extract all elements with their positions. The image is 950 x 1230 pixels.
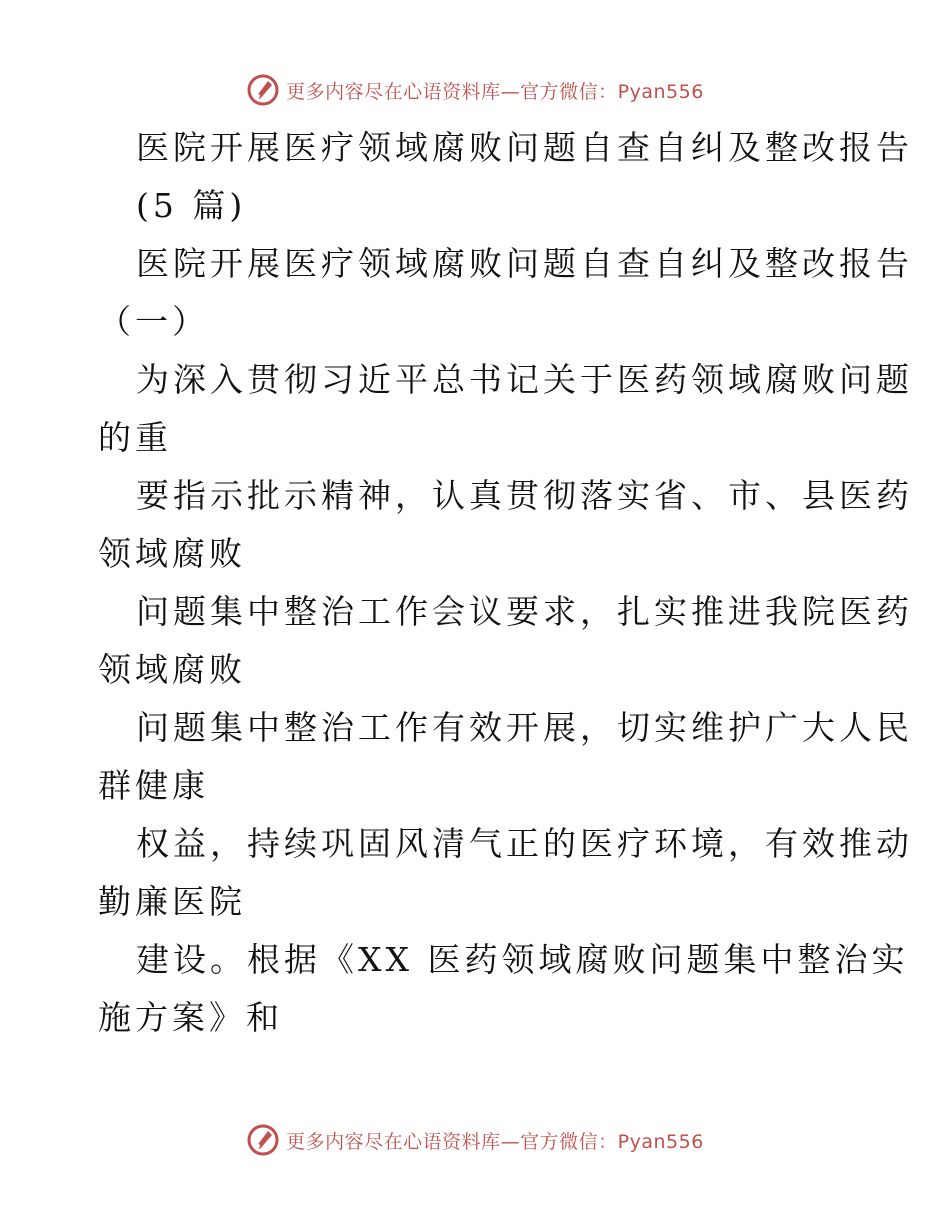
section-title-line-1: 医院开展医疗领域腐败问题自查自纠及整改报告 <box>136 244 913 283</box>
paragraph-line: 的重 <box>98 418 172 457</box>
wechat-id: Pyan556 <box>617 80 704 103</box>
paragraph-line: 权益，持续巩固风清气正的医疗环境，有效推动 <box>136 824 913 863</box>
paragraph-line: 问题集中整治工作有效开展，切实维护广大人民 <box>136 708 913 747</box>
doc-title-line-1: 医院开展医疗领域腐败问题自查自纠及整改报告 <box>136 128 913 167</box>
wechat-id: Pyan556 <box>617 1130 704 1153</box>
paragraph-line: 施方案》和 <box>98 998 283 1037</box>
paragraph-line: 领域腐败 <box>98 650 246 689</box>
header-banner <box>0 70 950 110</box>
pen-nib-logo-icon <box>246 1123 280 1157</box>
paragraph-line: 领域腐败 <box>98 534 246 573</box>
banner-text: 更多内容尽在心语资料库—官方微信：Pyan556 <box>286 1130 704 1153</box>
paragraph-line: 勤廉医院 <box>98 882 246 921</box>
pen-nib-logo-icon <box>246 73 280 107</box>
paragraph-line: 问题集中整治工作会议要求，扎实推进我院医药 <box>136 592 913 631</box>
banner-text: 更多内容尽在心语资料库—官方微信：Pyan556 <box>286 80 704 103</box>
doc-title-line-2: (5 篇) <box>136 186 247 225</box>
footer-banner <box>0 1120 950 1160</box>
paragraph-line: 建设。根据《XX 医药领域腐败问题集中整治实 <box>136 940 909 979</box>
paragraph-line: 群健康 <box>98 766 209 805</box>
paragraph-line: 为深入贯彻习近平总书记关于医药领域腐败问题 <box>136 360 913 399</box>
paragraph-line: 要指示批示精神，认真贯彻落实省、市、县医药 <box>136 476 913 515</box>
section-title-line-2: （一） <box>98 302 209 341</box>
